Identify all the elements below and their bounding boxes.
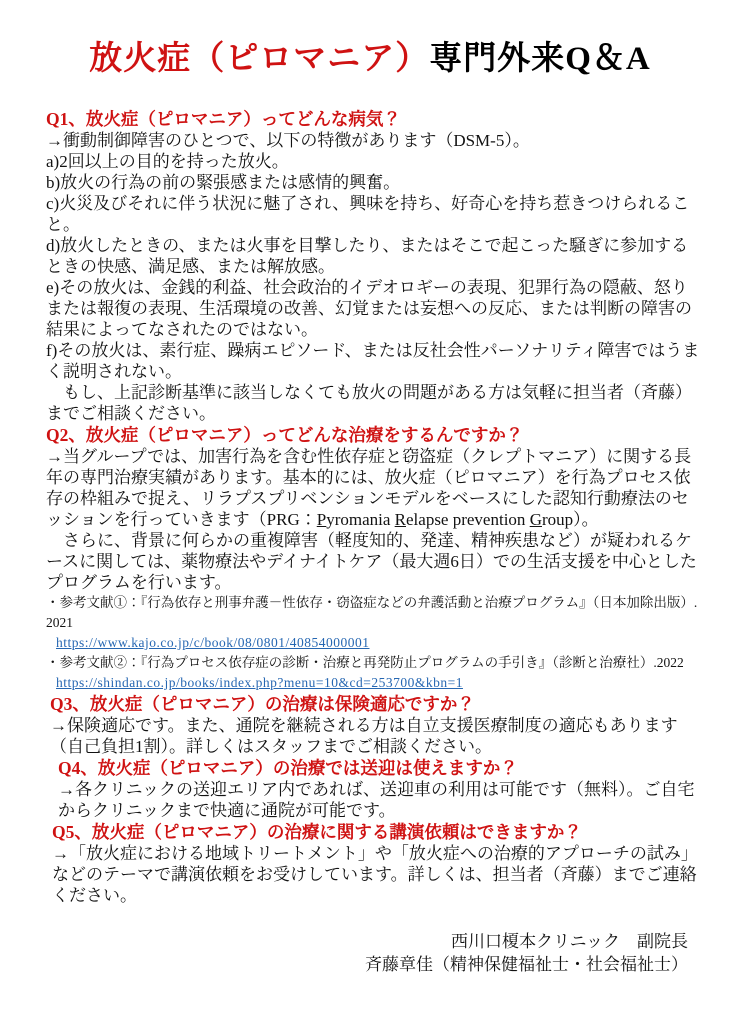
q1-criterion-d: d)放火したときの、または火事を目撃したり、またはそこで起こった騒ぎに参加するときの快感、満足感、または解放感。 <box>46 236 689 276</box>
q1-criterion-b: b)放火の行為の前の緊張感または感情的興奮。 <box>46 173 401 192</box>
q3-answer: →保険適応です。また、通院を継続される方は自立支援医療制度の適応もあります（自己負担1割）。詳しくはスタッフまでご相談ください。 <box>50 716 678 756</box>
q1-answer-intro: →衝動制御障害のひとつで、以下の特徴があります（DSM-5）。 <box>46 131 530 150</box>
q1-heading: Q1、放火症（ピロマニア）ってどんな病気？ <box>46 109 401 129</box>
q5-section <box>46 821 702 906</box>
prg-initial-g: G <box>529 510 542 529</box>
reference-2-link[interactable]: https://shindan.co.jp/books/index.php?menu=10&cd=253700&kbn=1 <box>56 675 463 690</box>
prg-word-2: elapse prevention <box>406 510 530 529</box>
reference-1-label: ・参考文献①：『行為依存と刑事弁護－性依存・窃盗症などの弁護活動と治療プログラム』（日本加除出版）.2021 <box>46 595 698 630</box>
q2-answer-paragraph-2: さらに、背景に何らかの重複障害（軽度知的、発達、精神疾患など）が疑われるケースに関しては、薬物療法やデイナイトケア（最大週6日）での生活支援を中心としたプログラムを行います。 <box>46 531 697 592</box>
q1-criterion-e: e)その放火は、金銭的利益、社会政治的イデオロギーの表現、犯罪行為の隠蔽、怒りまたは報復の表現、生活環境の改善、幻覚または妄想への反応、または判断の障害の結果によってなされたのではない。 <box>46 278 692 339</box>
title-qa-suffix: 専門外来Q＆A <box>429 41 651 77</box>
signature-clinic-title: 西川口榎本クリニック 副院長 <box>451 932 688 951</box>
signature-block <box>46 930 702 976</box>
prg-initial-r: R <box>394 510 406 529</box>
q2-section <box>46 424 702 693</box>
prg-word-3: roup）。 <box>541 510 599 529</box>
q4-section <box>46 757 702 821</box>
reference-2-label: ・参考文献②：『行為プロセス依存症の診断・治療と再発防止プログラムの手引き』（診断と治療社）.2022 <box>46 655 684 670</box>
q1-criterion-f: f)その放火は、素行症、躁病エピソード、または反社会性パーソナリティ障害ではうまく説明されない。 <box>46 341 700 381</box>
q1-criterion-a: a)2回以上の目的を持った放火。 <box>46 152 289 171</box>
signature-person-name: 斉藤章佳（精神保健福祉士・社会福祉士） <box>365 955 688 974</box>
q5-answer: →「放火症における地域トリートメント」や「放火症への治療的アプローチの試み」などのテーマで講演依頼をお受けしています。詳しくは、担当者（斉藤）までご連絡ください。 <box>52 844 698 905</box>
q1-section <box>46 108 702 424</box>
q3-section <box>46 693 702 757</box>
prg-word-1: yromania <box>326 510 395 529</box>
q4-heading: Q4、放火症（ピロマニア）の治療では送迎は使えますか？ <box>58 758 518 778</box>
q2-answer-paragraph-1 <box>46 446 702 530</box>
title-condition-name: 放火症（ピロマニア） <box>89 41 430 77</box>
q1-criterion-c: c)火災及びそれに伴う状況に魅了され、興味を持ち、好奇心を持ち惹きつけられること。 <box>46 194 690 234</box>
q3-heading: Q3、放火症（ピロマニア）の治療は保険適応ですか？ <box>50 694 475 714</box>
q2-heading: Q2、放火症（ピロマニア）ってどんな治療をするんですか？ <box>46 425 524 445</box>
q4-answer: →各クリニックの送迎エリア内であれば、送迎車の利用は可能です（無料）。ご自宅からクリニックまで快適に通院が可能です。 <box>58 780 695 820</box>
q2-answer-intro: →当グループでは、加害行為を含む性依存症と窃盗症（クレプトマニア）に関する長年の専門治療実績があります。基本的には、放火症（ピロマニア）を行為プロセス依存の枠組みで捉え、リラプスプリベンションモデルをベースにした認知行動療法のセッションを行っていきます（PRG： <box>46 447 692 529</box>
q1-consult-note: もし、上記診断基準に該当しなくても放火の問題がある方は気軽に担当者（斉藤）までご相談ください。 <box>46 383 692 423</box>
reference-2-link-row <box>46 673 702 693</box>
prg-initial-p: P <box>316 510 327 529</box>
page-title <box>38 36 702 82</box>
reference-1-link[interactable]: https://www.kajo.co.jp/c/book/08/0801/40854000001 <box>56 635 370 650</box>
reference-1-link-row <box>46 633 702 653</box>
q5-heading: Q5、放火症（ピロマニア）の治療に関する講演依頼はできますか？ <box>52 822 582 842</box>
